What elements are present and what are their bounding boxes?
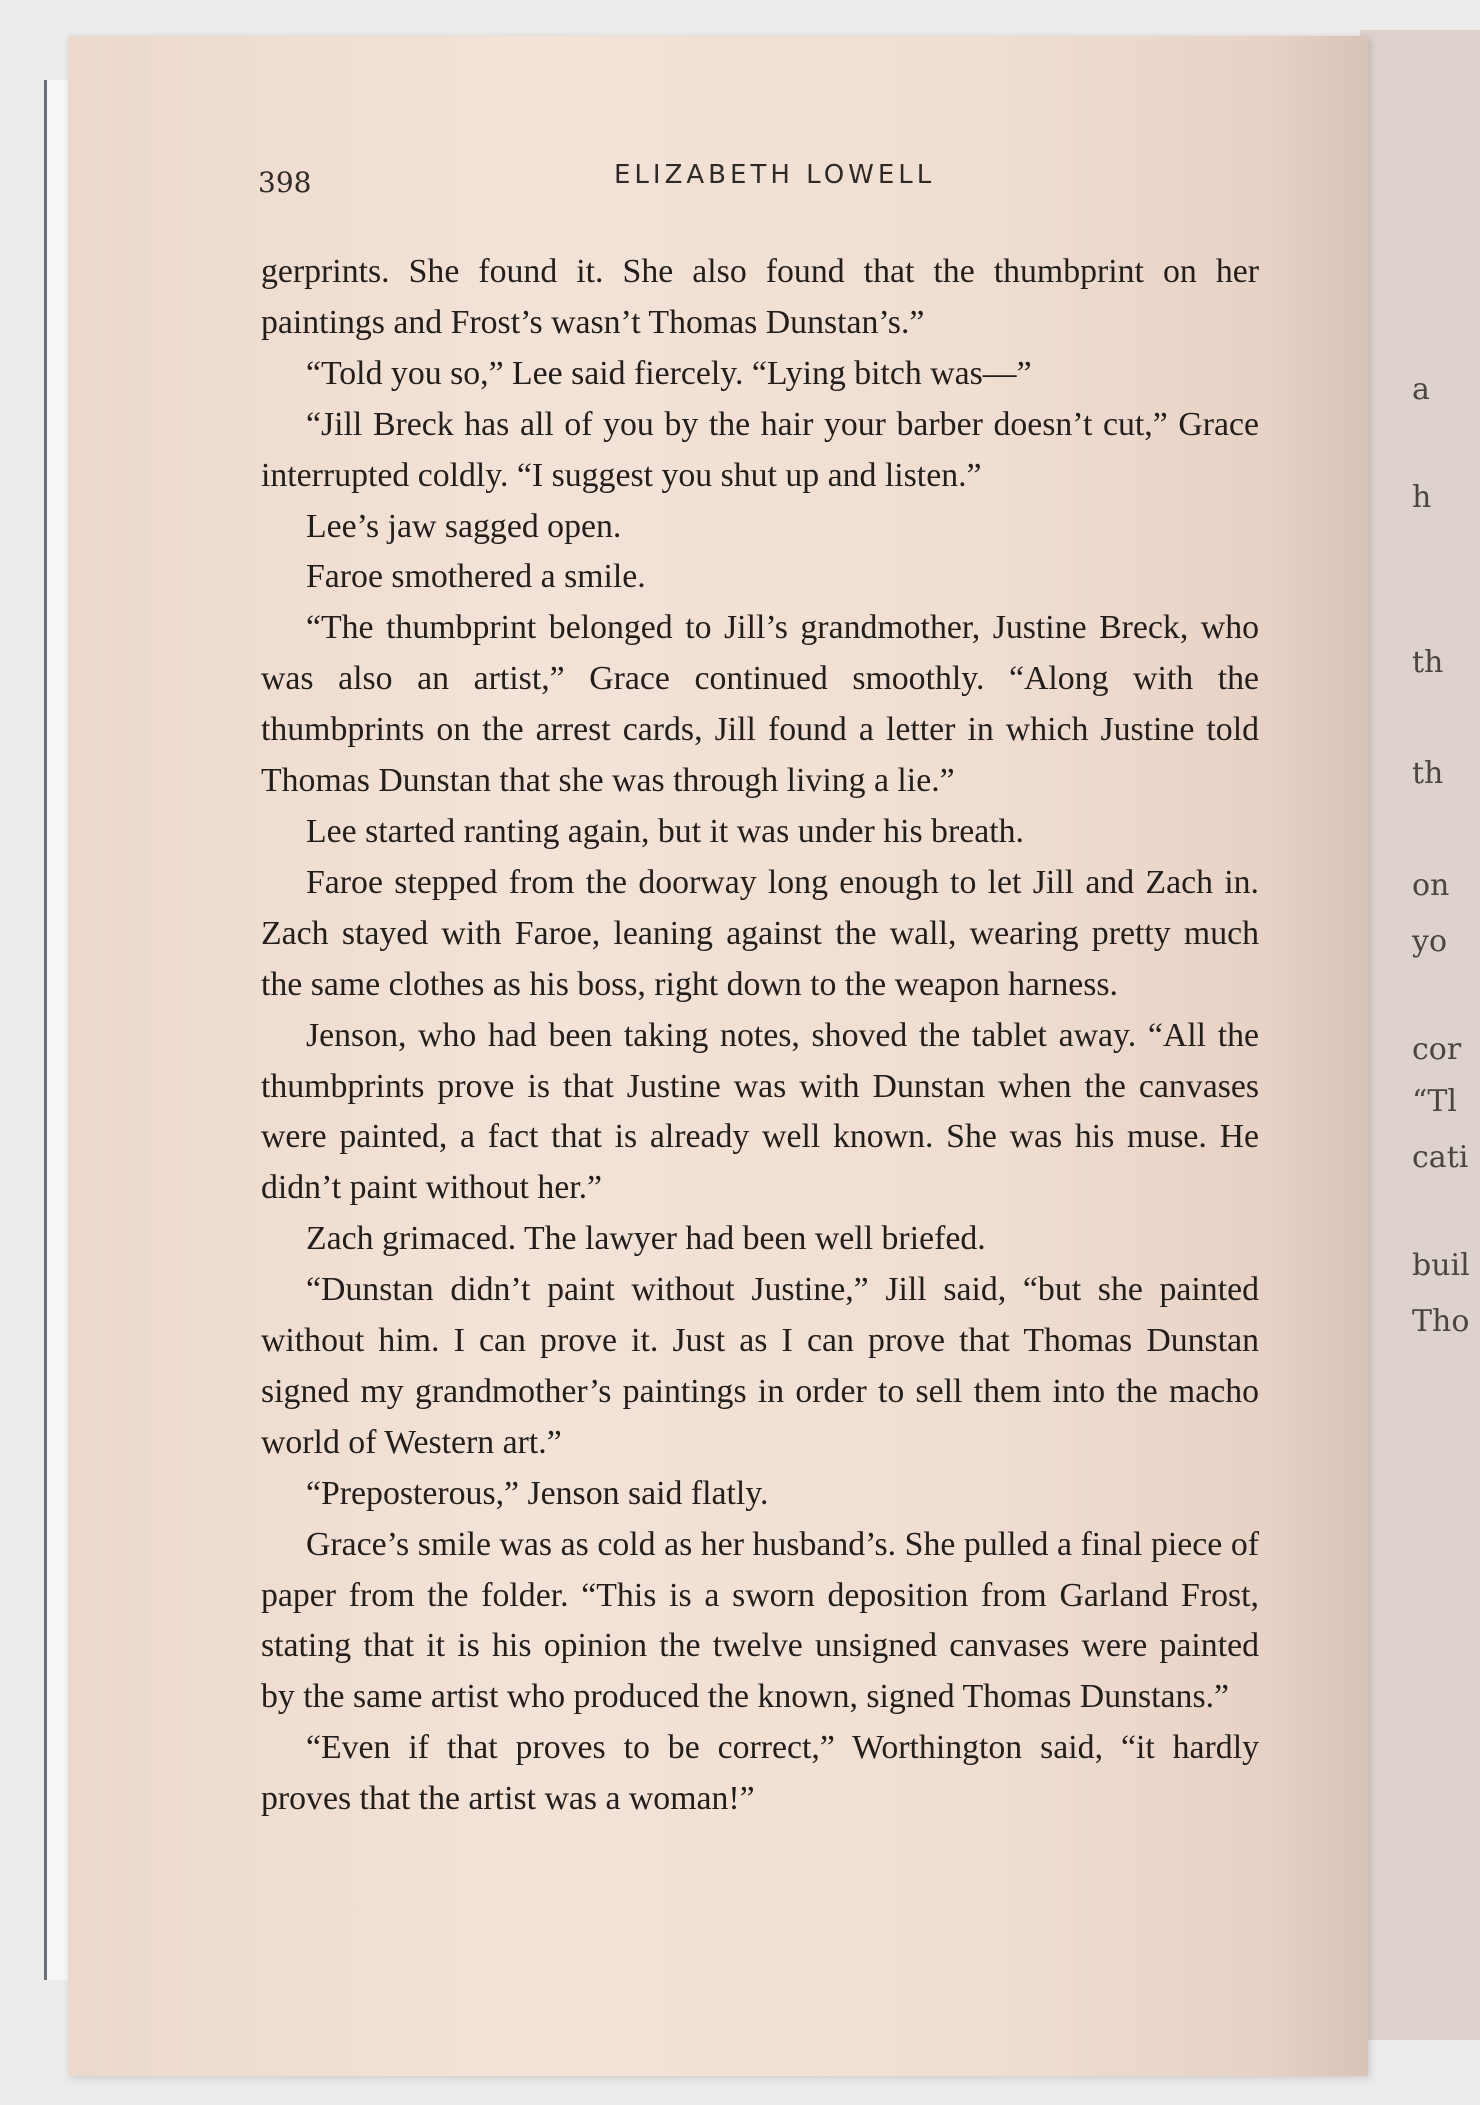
paragraph: Grace’s smile was as cold as her husband’s. She pulled a final piece of paper from the folder. “This is a sworn deposition from Garland Frost, stating that it is his opinion the twelve unsigned canvases were painted by the same artist who produced the known, signed Thomas Dunstans.” [261,1525,1259,1716]
adjacent-fragment: Tho [1412,1304,1470,1339]
paragraph: Jenson, who had been taking notes, shoved the tablet away. “All the thumbprints prove is that Justine was with Dunstan when the canvases were painted, a fact that is already well known. She was his muse. He didn’t paint without her.” [261,1016,1259,1207]
paragraph: “The thumbprint belonged to Jill’s grandmother, Justine Breck, who was also an artist,” Grace continued smoothly. “Along with the thumbprints on the arrest cards, Jill found a letter in which Justine told Thomas Dunstan that she was through living a lie.” [261,609,1259,800]
adjacent-fragment: cor [1412,1032,1462,1067]
adjacent-fragment: buil [1412,1248,1470,1283]
adjacent-fragment: yo [1412,924,1448,959]
adjacent-fragment: on [1412,868,1450,903]
paragraph: Faroe stepped from the doorway long enough to let Jill and Zach in. Zach stayed with Faroe, leaning against the wall, wearing pretty much the same clothes as his boss, right down to the weapon harness. [261,863,1259,1003]
running-head-author: ELIZABETH LOWELL [614,160,936,190]
adjacent-fragment: h [1412,480,1432,515]
adjacent-fragment: cati [1412,1140,1469,1175]
adjacent-fragment: a [1412,372,1430,407]
adjacent-fragment: th [1412,645,1444,680]
paragraph: “Preposterous,” Jenson said flatly. [306,1474,769,1512]
paragraph: Lee started ranting again, but it was under his breath. [306,812,1024,850]
adjacent-fragment: “Tl [1412,1084,1457,1119]
paragraph: “Told you so,” Lee said fiercely. “Lying bitch was—” [306,354,1032,392]
body-text [261,247,1259,1825]
paragraph: gerprints. She found it. She also found that the thumbprint on her paintings and Frost’s wasn’t Thomas Dunstan’s.” [261,253,1259,341]
paragraph: Lee’s jaw sagged open. [306,507,622,545]
paragraph: Zach grimaced. The lawyer had been well briefed. [306,1220,986,1258]
page-number: 398 [258,166,312,199]
paragraph: “Even if that proves to be correct,” Worthington said, “it hardly proves that the artist was a woman!” [261,1729,1259,1818]
paragraph: “Jill Breck has all of you by the hair your barber doesn’t cut,” Grace interrupted coldly. “I suggest you shut up and listen.” [261,405,1259,494]
paragraph: “Dunstan didn’t paint without Justine,” Jill said, “but she painted without him. I can prove it. Just as I can prove that Thomas Dunstan signed my grandmother’s paintings in order to sell them into the macho world of Western art.” [261,1271,1259,1461]
adjacent-fragment: th [1412,756,1444,791]
paragraph: Faroe smothered a smile. [306,558,646,596]
